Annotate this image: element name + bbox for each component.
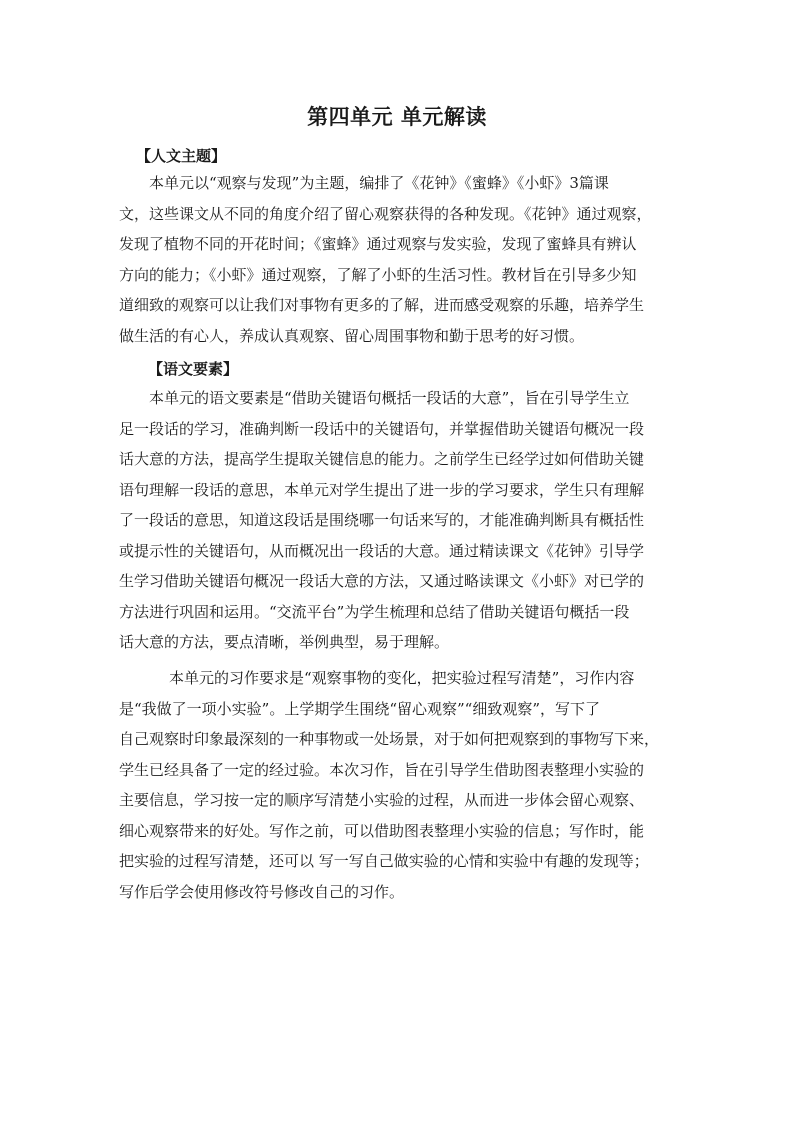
paragraph-language-elements <box>119 383 679 658</box>
paragraph-line: 学生已经具备了一定的经过验。本次习作，旨在引导学生借助图表整理小实验的 <box>119 760 645 779</box>
paragraph-line: 了一段话的意思，知道这段话是围绕哪一句话来写的，才能准确判断具有概括性 <box>119 511 645 529</box>
paragraph-line: 本单元的语文要素是“借助关键语句概括一段话的大意”，旨在引导学生立 <box>149 389 630 407</box>
paragraph-line: 做生活的有心人，养成认真观察、留心周围事物和勤于思考的好习惯。 <box>119 326 585 345</box>
paragraph-line: 本单元以“观察与发现”为主题，编排了《花钟》《蜜蜂》《小虾》3篇课 <box>149 174 609 192</box>
paragraph-line: 方向的能力；《小虾》通过观察，了解了小虾的生活习性。教材旨在引导多少知 <box>119 265 637 284</box>
paragraph-line: 道细致的观察可以让我们对事物有更多的了解，进而感受观察的乐趣，培养学生 <box>119 296 645 314</box>
paragraph-line: 生学习借助关键语句概况一段话大意的方法，又通过略读课文《小虾》对已学的 <box>119 572 645 590</box>
paragraph-line: 是“我做了一项小实验”。上学期学生围绕“留心观察”“细致观察”，写下了 <box>119 699 601 718</box>
paragraph-line: 写作后学会使用修改符号修改自己的习作。 <box>119 882 405 901</box>
section-heading-language-elements: 【语文要素】 <box>148 360 239 378</box>
paragraph-line: 语句理解一段话的意思，本单元对学生提出了进一步的学习要求，学生只有理解 <box>119 480 645 499</box>
paragraph-line: 文，这些课文从不同的角度介绍了留心观察获得的各种发现。《花钟》通过观察， <box>119 204 652 223</box>
section-heading-humanities-theme: 【人文主题】 <box>136 147 227 165</box>
paragraph-line: 主要信息，学习按一定的顺序写清楚小实验的过程，从而进一步体会留心观察、 <box>119 791 645 809</box>
paragraph-line: 话大意的方法，提高学生提取关键信息的能力。之前学生已经学过如何借助关键 <box>119 450 645 468</box>
paragraph-line: 发现了植物不同的开花时间；《蜜蜂》通过观察与发实验，发现了蜜蜂具有辨认 <box>119 235 637 253</box>
paragraph-writing-requirements <box>119 663 679 907</box>
paragraph-humanities-theme <box>119 168 679 351</box>
paragraph-line: 本单元的习作要求是“观察事物的变化，把实验过程写清楚”，习作内容 <box>169 669 635 687</box>
paragraph-line: 自己观察时印象最深刻的一种事物或一处场景，对于如何把观察到的事物写下来， <box>119 730 660 748</box>
page-title: 第四单元 单元解读 <box>307 104 487 129</box>
paragraph-line: 足一段话的学习，准确判断一段话中的关键语句，并掌握借助关键语句概况一段 <box>119 419 645 438</box>
paragraph-line: 把实验的过程写清楚，还可以 写一写自己做实验的心情和实验中有趣的发现等； <box>119 852 649 870</box>
paragraph-line: 或提示性的关键语句，从而概况出一段话的大意。通过精读课文《花钟》引导学 <box>119 541 645 560</box>
paragraph-line: 话大意的方法，要点清晰，举例典型，易于理解。 <box>119 633 450 651</box>
paragraph-line: 细心观察带来的好处。写作之前，可以借助图表整理小实验的信息；写作时，能 <box>119 821 645 840</box>
paragraph-line: 方法进行巩固和运用。“交流平台”为学生梳理和总结了借助关键语句概括一段 <box>119 602 630 621</box>
